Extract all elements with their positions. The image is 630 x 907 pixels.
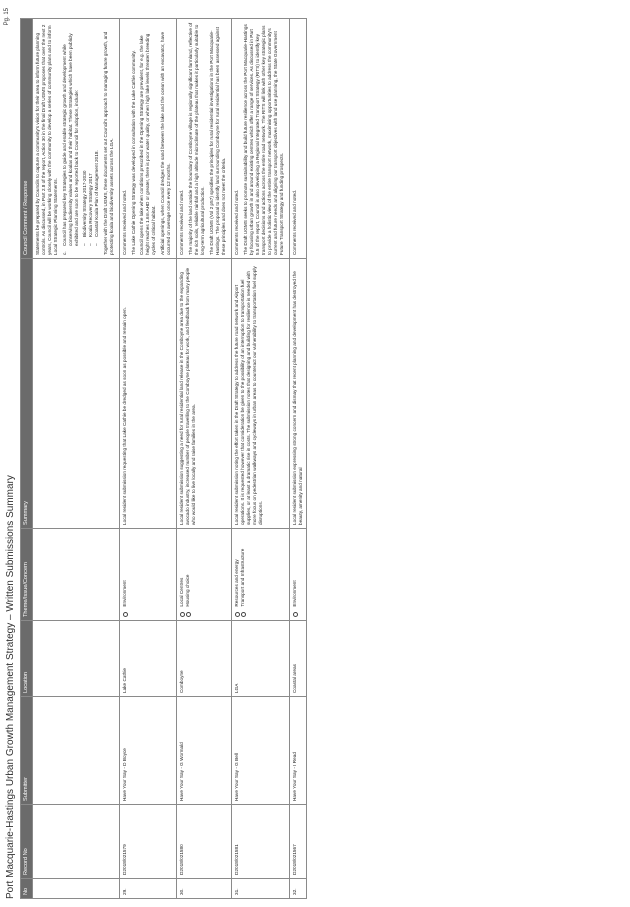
document-title: Port Macquarie-Hastings Urban Growth Management Strategy – Written Submissions Summary [5, 475, 16, 899]
response-paragraph: The Lake Cathie Opening Strategy was developed in consultation with the Lake Cathie community. [130, 50, 136, 255]
theme-item [122, 532, 128, 617]
theme-label: Housing choice [185, 574, 191, 607]
response-paragraph: Together with the Draft UGMS, these documents set out Council's approach to managing future growth, and protecting koala and biodiversity assets across the LGA. [102, 31, 114, 255]
cell-no: 30. [177, 879, 232, 899]
response-bullet-item: – Koala Recovery Strategy 2017 [88, 22, 94, 246]
table-header-row [21, 19, 33, 899]
theme-label: Local Centres [179, 577, 185, 607]
response-numbered-paragraph [62, 22, 80, 255]
cell-summary [33, 259, 120, 529]
response-paragraph: Statements be prepared by Councils to capture a community's vision for their area to inform future planning controls. As discussed, in Part 2.8 of the report, Action 30 in the final Draft UGMS proposes that over the next 2 years, Council will be working closely with the community to develop a series of community plans and to inform Local Strategic Planning Statements. [35, 24, 59, 255]
theme-bullet-icon [235, 612, 240, 617]
cell-theme [290, 529, 307, 621]
theme-bullet-icon [241, 612, 246, 617]
cell-record-no: D2018/021579 [120, 805, 177, 879]
cell-location: Comboyne [177, 621, 232, 697]
theme-label: Environment [292, 580, 298, 607]
submissions-table [20, 18, 307, 899]
table-row [177, 19, 232, 899]
response-paragraph: Comments received and noted. [292, 189, 298, 255]
theme-item [240, 532, 246, 617]
theme-item [292, 532, 298, 617]
cell-submitter: Have Your Say - G Bell [232, 697, 290, 805]
response-item-text: Council has prepared key Strategies to guide and enable strategic growth and development while conserving biodiversity values and koalas and their habitat. These Strategies which have been publicly exhibited and are soon to be reported back to Council for adoption, include: [61, 33, 79, 246]
response-item-number: c. [61, 251, 67, 255]
cell-submitter: Have Your Say - D Boyce [120, 697, 177, 805]
table-row [33, 19, 120, 899]
cell-council-response [232, 19, 290, 259]
table-row [232, 19, 290, 899]
cell-record-no: D2018/021567 [290, 805, 307, 879]
cell-theme [232, 529, 290, 621]
cell-location: LGA [232, 621, 290, 697]
cell-summary: Local resident submission expressing strong concern and dismay that recent planning and development has destroyed the beauty, amenity and natural [290, 259, 307, 529]
cell-location [33, 621, 120, 697]
cell-council-response [290, 19, 307, 259]
header-council-response: Council Comment / Response [21, 19, 33, 259]
theme-label: Transport and Infrastructure [240, 548, 246, 607]
response-paragraph: The Draft UGMS (Vol 2 p57) specifies the principles for rural residential investigations in the Port Macquarie-Hastings. The proposal to identify land surrounding Comboyne for rural residential has been assessed against these principles and does not meet the criteria. [208, 27, 226, 255]
table-row [290, 19, 307, 899]
theme-item [185, 532, 191, 617]
cell-council-response [177, 19, 232, 259]
cell-record-no: D2018/021581 [232, 805, 290, 879]
response-bullet-item: – Coastal Koala Plan of Management 2018. [94, 22, 100, 246]
theme-list [179, 532, 191, 617]
cell-summary: Local resident submission suggesting a need for rural residential land release in the Comboyne area due to the expanding avocado industry, increased number of people travelling to the Comboyne plateau for work, and feedback from many people who would like to live locally and raise families in the area. [177, 259, 232, 529]
cell-submitter: Have Your Say - G Wormald [177, 697, 232, 805]
cell-no: 29. [120, 879, 177, 899]
cell-summary: Local resident submission noting the effort taken in the Draft Strategy to address the future road network and Airport operations. It is requested however that consideration be given to the possibility of an interruption to transportation fuel supplies, or at least a dramatic rise in costs. The submission notes that designing and building for resilience is needed with more focus on pedestrian walkways and cycleways in urban areas to counteract our vulnerability to transportation fuel supply disruptions. [232, 259, 290, 529]
cell-no [33, 879, 120, 899]
cell-council-response [33, 19, 120, 259]
theme-bullet-icon [123, 612, 128, 617]
theme-label: Resources and energy [234, 559, 240, 607]
cell-theme [120, 529, 177, 621]
cell-summary: Local resident submission requesting that Lake Cathie be dredged as soon as possible and remain open. [120, 259, 177, 529]
cell-theme [177, 529, 232, 621]
response-paragraph: Artificial openings, when Council dredges the sand between the lake and the ocean with an excavator, have occurred on average once every 12 months. [159, 31, 171, 255]
response-paragraph: Council opens the lake when conditions prescribed in the Opening Strategy are prevalent, for e.g. the lake height reaches 1.6m AHD or greater, there is poor water quality, or when high lake levels threaten breeding cycles of critical habitat. [139, 33, 157, 255]
cell-no: 32. [290, 879, 307, 899]
header-submitter: Submitter [21, 697, 33, 805]
cell-location: Lake Cathie [120, 621, 177, 697]
response-bullet-item: – Biodiversity Strategy 2017-2030 [82, 22, 88, 246]
header-no: No [21, 879, 33, 899]
cell-submitter [33, 697, 120, 805]
header-location: Location [21, 621, 33, 697]
theme-bullet-icon [293, 612, 298, 617]
table-row [120, 19, 177, 899]
cell-no: 31. [232, 879, 290, 899]
response-paragraph: The majority of the land outside the boundary of Comboyne village is regionally significant farmland, reflective of the rich soils, reliable rainfall and a high altitude microclimate of the plateau that makes it particularly suitable to long-term agricultural production. [187, 22, 205, 255]
header-record-no: Record No [21, 805, 33, 879]
header-summary: Summary [21, 259, 33, 529]
cell-submitter: Have Your Say - I Read [290, 697, 307, 805]
cell-location: Coastal areas [290, 621, 307, 697]
header-theme: Theme/Issue/Concern [21, 529, 33, 621]
cell-theme [33, 529, 120, 621]
page-number: Pg. 15 [4, 8, 10, 26]
theme-label: Environment [122, 580, 128, 607]
response-bullet-list [82, 22, 100, 246]
theme-bullet-icon [186, 612, 191, 617]
theme-list [234, 532, 246, 617]
response-paragraph: Comments received and noted. [234, 189, 240, 255]
cell-council-response [120, 19, 177, 259]
table-body [33, 19, 307, 899]
theme-list [292, 532, 298, 617]
cell-record-no: D2018/021580 [177, 805, 232, 879]
response-paragraph: Comments received and noted. [122, 189, 128, 255]
theme-list [122, 532, 128, 617]
cell-record-no [33, 805, 120, 879]
response-paragraph: Comments received and noted. [179, 189, 185, 255]
response-paragraph: The Draft UGMS seeks to promote sustainability and build future resilience across the Port Macquarie-Hastings by focusing urban growth in and around existing centres which offer a range of services. As discussed in Part 5.5 of the report, Council is also developing a Regional Integrated Transport Strategy (RITS) to identify key transport decisions and actions across the entire road network. The RITS will link with other key strategic plans to provide a holistic view of the entire transport network, maximising opportunities to address the community's current and future needs and aligning our transport objectives with land use planning, the State Government Future Transport Strategy and funding prospects. [242, 24, 284, 255]
